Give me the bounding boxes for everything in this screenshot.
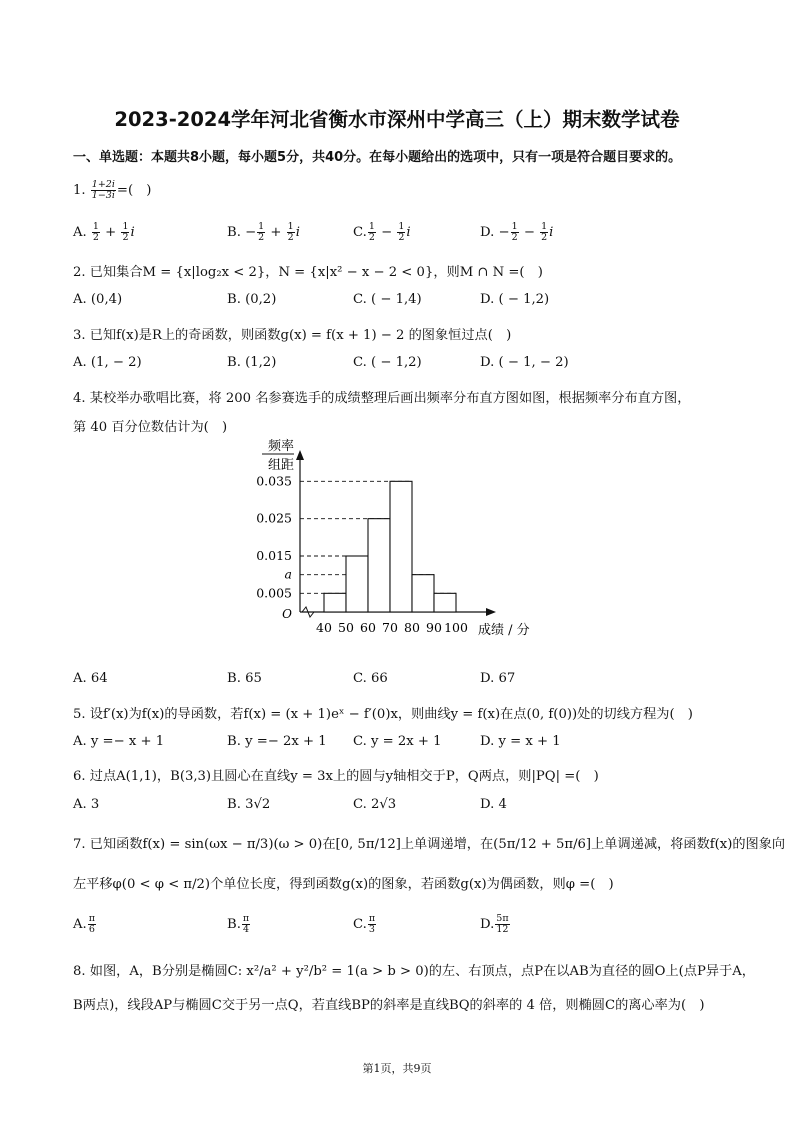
question-8-line1: 8. 如图，A，B分别是椭圆C: x²/a² + y²/b² = 1(a > b > 0)的左、右顶点，点P在以AB为直径的圆O上(点P异于A， xyxy=(73,964,755,979)
q6-option-c: C. 2√3 xyxy=(353,797,397,812)
y-tick-label: 0.015 xyxy=(256,548,292,563)
histogram-bar xyxy=(390,481,412,612)
frequency-histogram xyxy=(240,436,560,646)
question-7-line2: 左平移φ(0 < φ < π/2)个单位长度，得到函数g(x)的图象，若函数g(x)为偶函数，则φ =( ) xyxy=(73,877,614,892)
q2-option-c: C. ( − 1,4) xyxy=(353,292,422,307)
question-1: 1. $\frac{1+2i}{1-3i}$ =( ) xyxy=(73,179,152,201)
q6-option-a: A. 3 xyxy=(73,797,100,812)
x-axis-label: 成绩 / 分 xyxy=(478,623,530,638)
q3-option-b: B. (1,2) xyxy=(227,355,277,370)
y-tick-label: 0.035 xyxy=(256,473,292,489)
histogram-bar xyxy=(324,593,346,612)
q5-option-d: D. y = x + 1 xyxy=(480,734,561,749)
x-tick-label: 40 xyxy=(316,620,332,635)
ylabel-top: 频率 xyxy=(267,439,294,454)
q1-option-d: D. − $\frac{1}{2}$ − $\frac{1}{2}$ i xyxy=(480,221,554,243)
y-tick-label: a xyxy=(284,566,292,582)
question-4-line1: 4. 某校举办歌唱比赛，将 200 名参赛选手的成绩整理后画出频率分布直方图如图，根据频率分布直方图， xyxy=(73,391,691,406)
q1-option-a: A. $\frac{1}{2}$ + $\frac{1}{2}$ i xyxy=(73,221,135,243)
x-tick-label: 90 xyxy=(426,620,442,635)
page-title: 2023-2024学年河北省衡水市深州中学高三（上）期末数学试卷 xyxy=(114,108,680,131)
q5-option-a: A. y =− x + 1 xyxy=(73,734,165,749)
histogram-bar xyxy=(368,519,390,612)
origin-label: O xyxy=(282,607,292,621)
question-6: 6. 过点A(1,1)，B(3,3)且圆心在直线y = 3x上的圆与y轴相交于P，Q两点，则|PQ| =( ) xyxy=(73,769,599,784)
x-axis-arrow xyxy=(486,608,496,616)
q2-option-d: D. ( − 1,2) xyxy=(480,292,550,307)
y-axis-arrow xyxy=(296,450,304,460)
q4-option-c: C. 66 xyxy=(353,671,388,686)
ylabel-bottom: 组距 xyxy=(267,458,294,473)
q2-option-a: A. (0,4) xyxy=(73,292,123,307)
y-tick-label: 0.025 xyxy=(256,510,292,526)
q7-option-c: C. $\frac{\pi}{3}$ xyxy=(353,913,376,935)
q5-option-b: B. y =− 2x + 1 xyxy=(227,734,327,749)
q4-option-b: B. 65 xyxy=(227,671,262,686)
q3-option-a: A. (1, − 2) xyxy=(73,355,142,370)
question-4-line2: 第 40 百分位数估计为( ) xyxy=(73,420,228,435)
q5-option-c: C. y = 2x + 1 xyxy=(353,734,442,749)
q4-option-d: D. 67 xyxy=(480,671,516,686)
q4-option-a: A. 64 xyxy=(73,671,108,686)
y-tick-label: 0.005 xyxy=(256,585,292,601)
q2-option-b: B. (0,2) xyxy=(227,292,277,307)
q1-fraction: $\frac{1+2i}{1-3i}$ xyxy=(91,179,115,201)
x-tick-label: 50 xyxy=(338,620,354,635)
question-3: 3. 已知f(x)是R上的奇函数，则函数g(x) = f(x + 1) − 2 的图象恒过点( ) xyxy=(73,328,512,343)
question-8-line2: B两点)，线段AP与椭圆C交于另一点Q，若直线BP的斜率是直线BQ的斜率的 4 倍，则椭圆C的离心率为( ) xyxy=(73,998,705,1013)
x-tick-label: 70 xyxy=(382,620,398,635)
histogram-bar xyxy=(346,556,368,612)
histogram-bar xyxy=(412,575,434,612)
question-7-line1: 7. 已知函数f(x) = sin(ωx − π/3)(ω > 0)在[0, 5π/12]上单调递增，在(5π/12 + 5π/6]上单调递减，将函数f(x)的图象向 xyxy=(73,837,786,852)
section-heading: 一、单选题：本题共8小题，每小题5分，共40分。在每小题给出的选项中，只有一项是符合题目要求的。 xyxy=(73,150,682,165)
x-tick-label: 100 xyxy=(444,620,468,635)
q7-option-d: D. $\frac{5\pi}{12}$ xyxy=(480,913,509,935)
page-footer: 第1页，共9页 xyxy=(362,1062,432,1075)
q3-option-c: C. ( − 1,2) xyxy=(353,355,422,370)
q7-option-b: B. $\frac{\pi}{4}$ xyxy=(227,913,250,935)
q6-option-d: D. 4 xyxy=(480,797,507,812)
q3-option-d: D. ( − 1, − 2) xyxy=(480,355,569,370)
x-tick-label: 80 xyxy=(404,620,420,635)
question-2: 2. 已知集合M = {x|log₂x < 2}，N = {x|x² − x − 2 < 0}，则M ∩ N =( ) xyxy=(73,265,543,280)
q7-option-a: A. $\frac{\pi}{6}$ xyxy=(73,913,95,935)
x-tick-label: 60 xyxy=(360,620,376,635)
question-5: 5. 设f′(x)为f(x)的导函数，若f(x) = (x + 1)eˣ − f′(0)x，则曲线y = f(x)在点(0, f(0))处的切线方程为( ) xyxy=(73,707,693,722)
q1-option-c: C. $\frac{1}{2}$ − $\frac{1}{2}$ i xyxy=(353,221,411,243)
q1-option-b: B. − $\frac{1}{2}$ + $\frac{1}{2}$ i xyxy=(227,221,300,243)
q6-option-b: B. 3√2 xyxy=(227,797,271,812)
histogram-bar xyxy=(434,593,456,612)
